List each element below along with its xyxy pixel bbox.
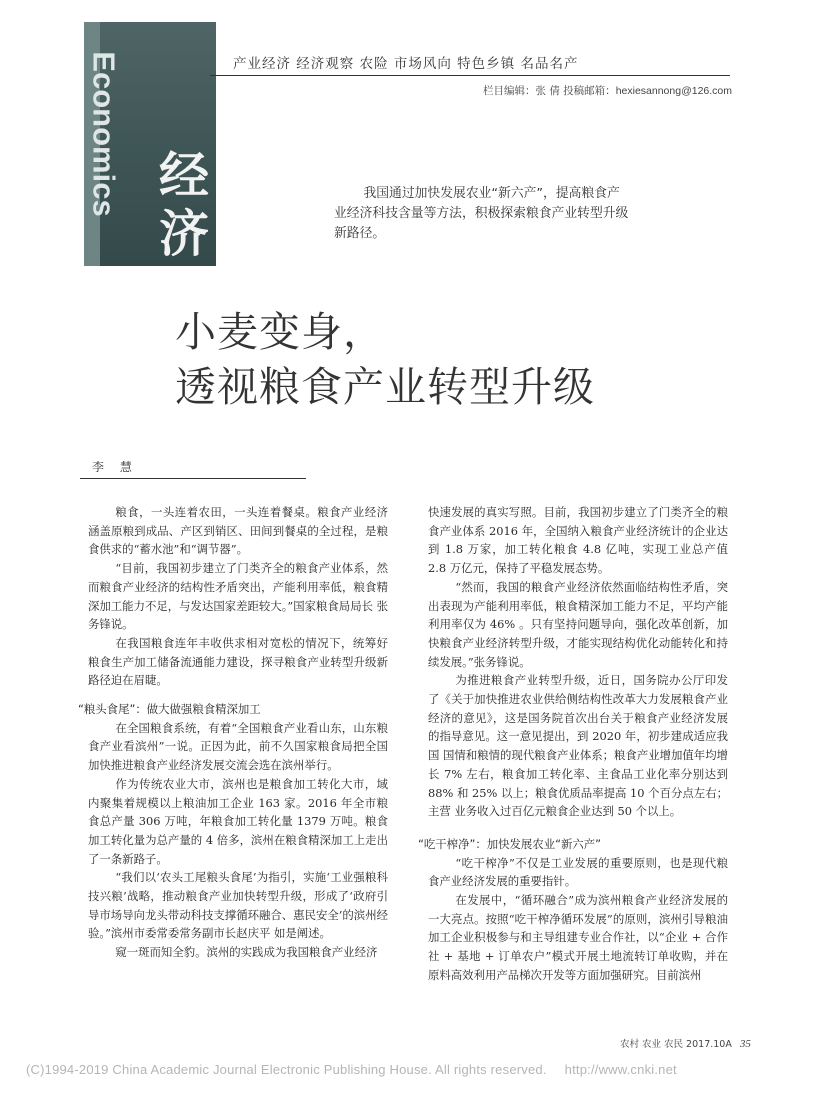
title-line-1: 小麦变身， bbox=[175, 308, 385, 356]
paragraph: 在全国粮食系统，有着“全国粮食产业看山东，山东粮食产业看滨州”一说。正因为此，前不久国家粮食局把全国加快推进粮食产业经济发展交流会选在滨州举行。 bbox=[88, 720, 388, 773]
paragraph: “我们以‘农头工尾粮头食尾’为指引，实施‘工业强粮科技兴粮’战略，推动粮食产业加快转型升级，形成了‘政府引导市场导向龙头带动科技支撑循环融合、惠民安全’的滨州经验。”滨州市委常委常务副市长赵庆平 如是阐述。 bbox=[88, 870, 388, 941]
header-rule bbox=[210, 75, 730, 76]
banner-english-wrap bbox=[84, 44, 124, 224]
body-column-left bbox=[78, 503, 388, 962]
paragraph-continued: 快速发展的真实写照。目前，我国初步建立了门类齐全的粮食产业体系 2016 年，全国纳入粮食产业经济统计的企业达到 1.8 万家，加工转化粮食 4.8 亿吨，实现工业总产值 2.8 万亿元，保持了平稳发展态势。 bbox=[428, 505, 728, 576]
banner-english-label: Economics bbox=[87, 51, 123, 217]
editor-label: 栏目编辑：张 倩 投稿邮箱： bbox=[483, 85, 616, 97]
section-heading: “吃干榨净”：加快发展农业“新六产” bbox=[418, 836, 602, 851]
paragraph: “吃干榨净”不仅是工业发展的重要原则，也是现代粮食产业经济发展的重要指针。 bbox=[428, 855, 728, 889]
section-heading: “粮头食尾”：做大做强粮食精深加工 bbox=[78, 702, 261, 717]
paragraph: 在发展中，“循环融合”成为滨州粮食产业经济发展的一大亮点。按照“吃干榨净循环发展”的原则，滨州引导粮油加工企业积极参与和主导组建专业合作社，以“企业 + 合作社 + 基地 + 订单农户”模式开展土地流转订单收购，并在原料高效利用产品梯次开发等方面加强研究。目前滨州 bbox=[428, 893, 728, 982]
lead-paragraph: 我国通过加快发展农业“新六产”，提高粮食产业经济科技含量等方法，积极探索粮食产业转型升级新路径。 bbox=[334, 186, 629, 241]
body-column-right bbox=[418, 503, 728, 985]
section-banner bbox=[84, 22, 216, 266]
paragraph: 粮食，一头连着农田，一头连着餐桌。粮食产业经济涵盖原粮到成品、产区到销区、田间到餐桌的全过程，是粮食供求的“蓄水池”和“调节器”。 bbox=[88, 505, 388, 557]
copyright-text: (C)1994-2019 China Academic Journal Electronic Publishing House. All rights reserved. bbox=[26, 1062, 547, 1077]
paragraph: 为推进粮食产业转型升级，近日，国务院办公厅印发了《关于加快推进农业供给侧结构性改革大力发展粮食产业经济的意见》，这是国务院首次出台关于粮食产业经济发展的指导意见。这一意见提出，到 2020 年，初步建成适应我国 国情和粮情的现代粮食产业体系；粮食产业增加值年均增长 7% 左右，粮食加工转化率、主食品工业化率分别达到 88% 和 25% 以上；粮食优质品率提高 10 个百分点左右；主营 业务收入过百亿元粮食企业达到 50 个以上。 bbox=[428, 673, 728, 819]
article-title bbox=[175, 305, 595, 415]
submission-email: hexiesannong@126.com bbox=[615, 85, 733, 97]
editor-info bbox=[483, 83, 732, 98]
column-nav: 产业经济 经济观察 农险 市场风向 特色乡镇 名品名产 bbox=[233, 56, 579, 72]
author-name: 李 慧 bbox=[92, 460, 138, 474]
publication-footer bbox=[620, 1036, 751, 1050]
title-line-2: 透视粮食产业转型升级 bbox=[175, 363, 595, 411]
paragraph: 作为传统农业大市，滨州也是粮食加工转化大市，域内聚集着规模以上粮油加工企业 163 家。2016 年全市粮食总产量 306 万吨，年粮食加工转化量 1379 万吨。粮食加工转化量为总产量的 4 倍多，滨州在粮食精深加工上走出了一条新路子。 bbox=[88, 776, 388, 866]
paragraph: “然而，我国的粮食产业经济依然面临结构性矛盾，突出表现为产能利用率低，粮食精深加工能力不足，平均产能利用率仅为 46% 。只有坚持问题导向，强化改革创新，加快粮食产业经济转型升级，才能实现结构优化动能转化和持续发展。”张务锋说。 bbox=[428, 579, 728, 669]
paragraph: 窥一斑而知全豹。滨州的实践成为我国粮食产业经济 bbox=[115, 945, 378, 960]
paragraph: 在我国粮食连年丰收供求相对宽松的情况下，统筹好粮食生产加工储备流通能力建设，探寻粮食产业转型升级新路径迫在眉睫。 bbox=[88, 635, 388, 688]
copyright-watermark bbox=[26, 1062, 677, 1077]
publication-issue: 农村 农业 农民 2017.10A bbox=[620, 1039, 732, 1050]
author-rule bbox=[80, 478, 306, 479]
paragraph: “目前，我国初步建立了门类齐全的粮食产业体系，然而粮食产业经济的结构性矛盾突出，产能利用率低，粮食精深加工能力不足，与发达国家差距较大。”国家粮食局局长 张务锋说。 bbox=[88, 561, 388, 632]
page-number: 35 bbox=[739, 1038, 751, 1050]
banner-chinese-label: 经济 bbox=[159, 147, 209, 263]
copyright-url: http://www.cnki.net bbox=[564, 1062, 677, 1077]
